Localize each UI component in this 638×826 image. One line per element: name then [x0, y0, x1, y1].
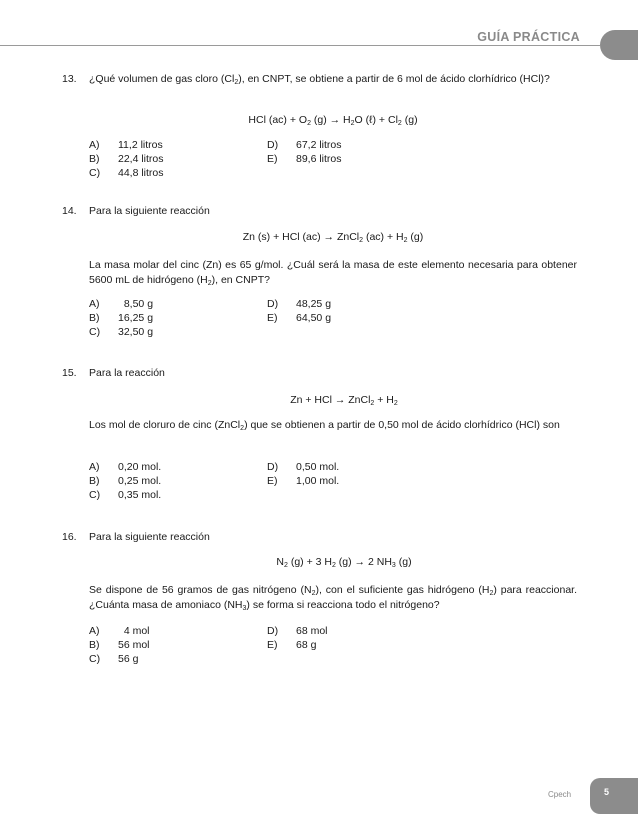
page-number: 5: [604, 787, 610, 797]
question-statement: La masa molar del cinc (Zn) es 65 g/mol. ¿Cuál será la masa de este elemento necesaria para obtener 5600 mL de hidrógeno $(H_2)$, en CNPT?: [89, 259, 577, 287]
question-number: 15.: [62, 367, 77, 379]
reaction-equation: Zn (s) + HCl (ac) → ZnCl$_2$ $(ac) + H_2$ (g): [242, 231, 424, 244]
reaction-equation: Zn + HCl → ZnCl$_2$ + $H_2$: [290, 394, 398, 407]
question-text: ¿Qué volumen de gas cloro $(Cl_2)$, en CNPT, se obtiene a partir de 6 mol de ácido clorhídrico (HCl)?: [89, 73, 550, 86]
page-header-title: GUÍA PRÁCTICA: [477, 30, 580, 44]
question-number: 16.: [62, 531, 77, 543]
question-text: Para la siguiente reacción: [89, 531, 210, 543]
question-statement: Se dispone de 56 gramos de gas nitrógeno $(N_2)$, con el suficiente gas hidrógeno $(H_2)$ para reaccionar. ¿Cuánta masa de amoniaco $(NH_3)$ se forma si reacciona todo el nitrógeno?: [89, 584, 577, 612]
question-number: 14.: [62, 205, 77, 217]
header-rule: [0, 45, 600, 46]
reaction-equation: HCl $(ac) + O_2$ $(g) \to H_2O$ (ℓ) + $Cl_2$ (g): [248, 114, 418, 127]
question-text: Para la siguiente reacción: [89, 205, 210, 217]
question-statement: Los mol de cloruro de cinc (ZnCl$_2$) que se obtienen a partir de 0,50 mol de ácido clorhídrico (HCl) son: [89, 419, 560, 432]
cpech-logo: Cpech: [548, 790, 572, 799]
header-tab: [600, 30, 638, 60]
page-number-tab: [590, 778, 638, 814]
question-number: 13.: [62, 73, 77, 85]
question-text: Para la reacción: [89, 367, 165, 379]
reaction-equation: $N_2$ (g) + 3 $H_2$ (g) → 2 $NH_3$ (g): [276, 556, 412, 569]
